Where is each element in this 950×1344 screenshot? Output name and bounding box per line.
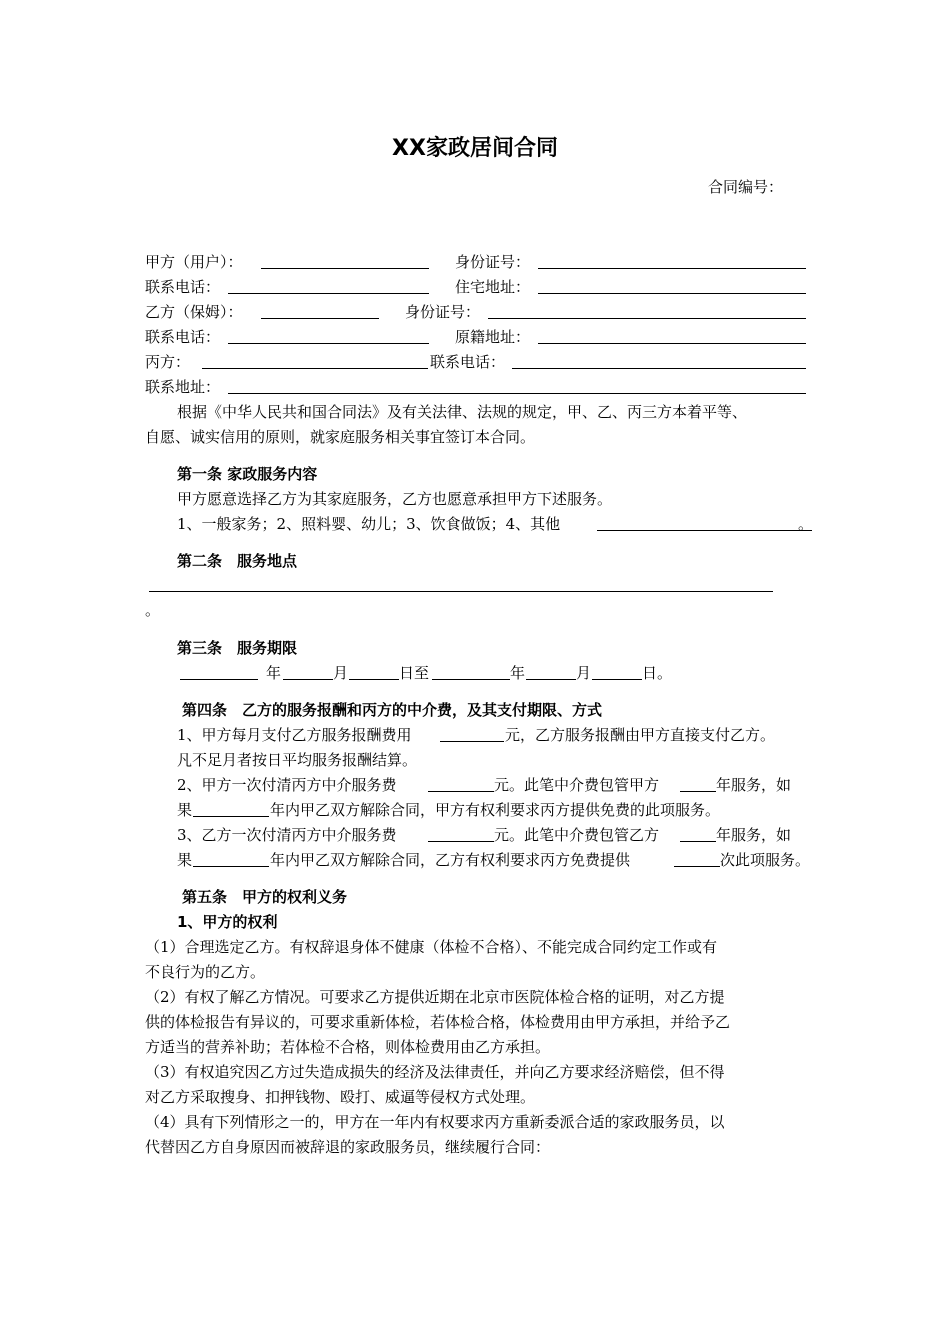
article-4-p3-e: 年内甲乙双方解除合同，乙方有权利要求丙方免费提供 bbox=[270, 851, 631, 869]
article-5-item-1b: 不良行为的乙方。 bbox=[145, 963, 266, 981]
article-4-p2-e: 年内甲乙双方解除合同，甲方有权利要求丙方提供免费的此项服务。 bbox=[270, 801, 721, 819]
article-1-line-1: 甲方愿意选择乙方为其家庭服务，乙方也愿意承担甲方下述服务。 bbox=[177, 490, 613, 508]
phone-label-1: 联系电话： bbox=[145, 278, 221, 296]
years-a-blank[interactable] bbox=[680, 791, 716, 792]
party-a-blank[interactable] bbox=[261, 268, 429, 269]
article-5-item-1a: （1）合理选定乙方。有权辞退身体不健康（体检不合格）、不能完成合同约定工作或有 bbox=[145, 938, 718, 956]
article-4-p3-a: 3、乙方一次付清丙方中介服务费 bbox=[177, 826, 397, 844]
article-4-p1-c: 凡不足月者按日平均服务报酬结算。 bbox=[177, 751, 418, 769]
id-number-blank-2[interactable] bbox=[488, 318, 806, 319]
phone-label-2: 联系电话： bbox=[145, 328, 221, 346]
article-4-p1-a: 1、甲方每月支付乙方服务报酬费用 bbox=[177, 726, 412, 744]
monthly-fee-blank[interactable] bbox=[440, 741, 504, 742]
years-b-blank[interactable] bbox=[680, 841, 716, 842]
party-c-label: 丙方： bbox=[145, 353, 191, 371]
party-b-blank[interactable] bbox=[261, 318, 379, 319]
free-times-blank[interactable] bbox=[674, 866, 720, 867]
month-label-2: 月 bbox=[576, 664, 592, 682]
article-5-item-4a: （4）具有下列情形之一的，甲方在一年内有权要求丙方重新委派合适的家政服务员，以 bbox=[145, 1113, 725, 1131]
article-1-line-2: 1、一般家务；2、照料婴、幼儿；3、饮食做饭；4、其他 bbox=[177, 515, 561, 533]
article-4-p3-d: 果 bbox=[177, 851, 193, 869]
service-location-blank[interactable] bbox=[149, 591, 773, 592]
article-3-heading: 第三条 服务期限 bbox=[177, 639, 298, 657]
article-1-heading: 第一条 家政服务内容 bbox=[177, 465, 318, 483]
other-service-blank[interactable] bbox=[597, 530, 812, 531]
origin-address-blank[interactable] bbox=[538, 343, 806, 344]
contact-address-label: 联系地址： bbox=[145, 378, 221, 396]
start-day-blank[interactable] bbox=[349, 679, 399, 680]
intro-line-1: 根据《中华人民共和国合同法》及有关法律、法规的规定，甲、乙、丙三方本着平等、 bbox=[177, 403, 748, 421]
terminate-years-a-blank[interactable] bbox=[193, 816, 269, 817]
article-4-p3-b: 元。此笔中介费包管乙方 bbox=[494, 826, 660, 844]
home-address-label: 住宅地址： bbox=[455, 278, 531, 296]
party-b-label: 乙方（保姆）： bbox=[145, 303, 243, 321]
party-c-blank[interactable] bbox=[202, 368, 428, 369]
contract-number-label: 合同编号： bbox=[708, 178, 784, 196]
article-5-subheading: 1、甲方的权利 bbox=[177, 913, 278, 931]
article-4-p3-f: 次此项服务。 bbox=[720, 851, 811, 869]
article-2-heading: 第二条 服务地点 bbox=[177, 552, 298, 570]
id-number-blank-1[interactable] bbox=[538, 268, 806, 269]
page-title: XX家政居间合同 bbox=[392, 136, 558, 161]
article-5-item-2a: （2）有权了解乙方情况。可要求乙方提供近期在北京市医院体检合格的证明，对乙方提 bbox=[145, 988, 725, 1006]
day-to-label: 日至 bbox=[399, 664, 430, 682]
article-4-p2-a: 2、甲方一次付清丙方中介服务费 bbox=[177, 776, 397, 794]
intro-line-2: 自愿、诚实信用的原则，就家庭服务相关事宜签订本合同。 bbox=[145, 428, 536, 446]
article-5-item-3b: 对乙方采取搜身、扣押钱物、殴打、威逼等侵权方式处理。 bbox=[145, 1088, 536, 1106]
id-number-label-2: 身份证号： bbox=[405, 303, 481, 321]
phone-label-3: 联系电话： bbox=[430, 353, 506, 371]
terminate-years-b-blank[interactable] bbox=[193, 866, 269, 867]
article-5-item-2b: 供的体检报告有异议的，可要求重新体检，若体检合格，体检费用由甲方承担，并给予乙 bbox=[145, 1013, 731, 1031]
home-address-blank[interactable] bbox=[538, 293, 806, 294]
article-4-p3-c: 年服务，如 bbox=[716, 826, 792, 844]
article-5-item-4b: 代替因乙方自身原因而被辞退的家政服务员，继续履行合同： bbox=[145, 1138, 551, 1156]
year-label: 年 bbox=[266, 664, 282, 682]
day-end-label: 日。 bbox=[642, 664, 673, 682]
phone-blank-1[interactable] bbox=[228, 293, 429, 294]
article-4-p2-c: 年服务，如 bbox=[716, 776, 792, 794]
agency-fee-a-blank[interactable] bbox=[428, 791, 494, 792]
article-4-p2-b: 元。此笔中介费包管甲方 bbox=[494, 776, 660, 794]
end-month-blank[interactable] bbox=[526, 679, 576, 680]
start-month-blank[interactable] bbox=[283, 679, 333, 680]
phone-blank-3[interactable] bbox=[512, 368, 806, 369]
article-4-p2-d: 果 bbox=[177, 801, 193, 819]
party-a-label: 甲方（用户）： bbox=[145, 253, 243, 271]
article-5-heading: 第五条 甲方的权利义务 bbox=[182, 888, 348, 906]
id-number-label-1: 身份证号： bbox=[455, 253, 531, 271]
article-4-p1-b: 元，乙方服务报酬由甲方直接支付乙方。 bbox=[505, 726, 776, 744]
month-label: 月 bbox=[333, 664, 349, 682]
article-2-period: 。 bbox=[145, 601, 161, 619]
article-5-item-3a: （3）有权追究因乙方过失造成损失的经济及法律责任，并向乙方要求经济赔偿，但不得 bbox=[145, 1063, 725, 1081]
article-5-item-2c: 方适当的营养补助；若体检不合格，则体检费用由乙方承担。 bbox=[145, 1038, 551, 1056]
article-4-heading: 第四条 乙方的服务报酬和丙方的中介费，及其支付期限、方式 bbox=[182, 701, 603, 719]
origin-address-label: 原籍地址： bbox=[455, 328, 531, 346]
end-day-blank[interactable] bbox=[592, 679, 642, 680]
end-year-blank[interactable] bbox=[432, 679, 510, 680]
article-1-period: 。 bbox=[798, 515, 814, 533]
year-label-2: 年 bbox=[510, 664, 526, 682]
start-year-blank[interactable] bbox=[180, 679, 258, 680]
contact-address-blank[interactable] bbox=[228, 393, 806, 394]
agency-fee-b-blank[interactable] bbox=[428, 841, 494, 842]
phone-blank-2[interactable] bbox=[228, 343, 429, 344]
